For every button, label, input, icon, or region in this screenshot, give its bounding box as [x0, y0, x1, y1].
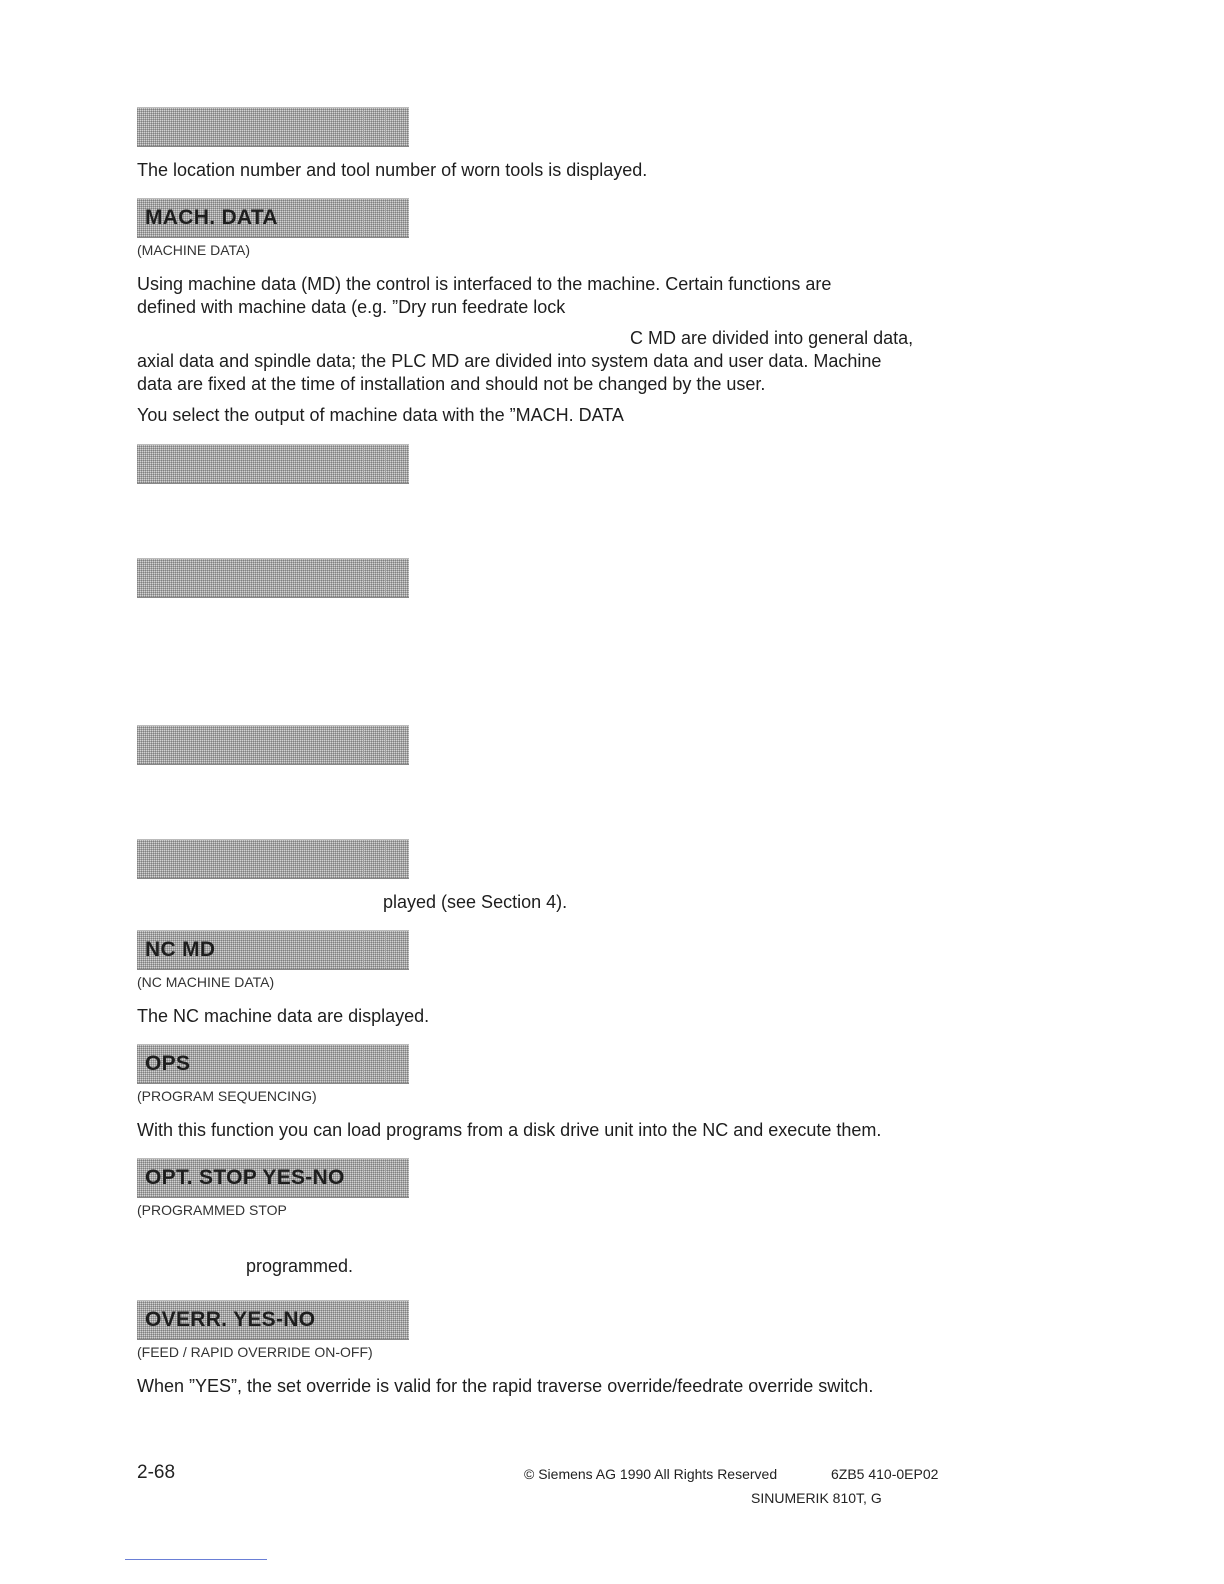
order-number: 6ZB5 410-0EP02 — [831, 1466, 939, 1482]
mach-data-subtitle: (MACHINE DATA) — [137, 242, 251, 258]
softkey-nc-md-label: NC MD — [145, 938, 216, 961]
softkey-blank-4 — [137, 725, 409, 765]
nc-md-subtitle: (NC MACHINE DATA) — [137, 974, 275, 990]
softkey-overr — [137, 1300, 409, 1340]
ops-subtitle: (PROGRAM SEQUENCING) — [137, 1088, 317, 1104]
softkey-ops-label: OPS — [145, 1052, 191, 1075]
worn-tools-text: The location number and tool number of worn tools is displayed. — [137, 160, 648, 180]
softkey-blank-5 — [137, 839, 409, 879]
softkey-opt-stop — [137, 1158, 409, 1198]
page-number: 2-68 — [137, 1462, 176, 1483]
md-text-line-2: defined with machine data (e.g. ”Dry run feedrate lock — [137, 297, 566, 317]
md-select-text: You select the output of machine data with the ”MACH. DATA — [137, 405, 624, 425]
copyright-notice: © Siemens AG 1990 All Rights Reserved — [524, 1466, 778, 1482]
nc-md-description: The NC machine data are displayed. — [137, 1006, 430, 1026]
softkey-mach-data-label: MACH. DATA — [145, 206, 278, 229]
overr-subtitle: (FEED / RAPID OVERRIDE ON-OFF) — [137, 1344, 373, 1360]
overr-description: When ”YES”, the set override is valid for the rapid traverse override/feedrate override switch. — [137, 1376, 874, 1396]
softkey-blank-2 — [137, 444, 409, 484]
product-name: SINUMERIK 810T, G — [751, 1490, 882, 1506]
softkey-blank-1 — [137, 107, 409, 147]
md-text-line-3: C MD are divided into general data, — [630, 328, 914, 348]
played-text: played (see Section 4). — [383, 892, 568, 912]
softkey-opt-stop-label: OPT. STOP YES-NO — [145, 1166, 345, 1189]
softkey-mach-data — [137, 198, 409, 238]
opt-stop-subtitle: (PROGRAMMED STOP — [137, 1202, 287, 1218]
ops-description: With this function you can load programs from a disk drive unit into the NC and execute them. — [137, 1120, 882, 1140]
softkey-blank-3 — [137, 558, 409, 598]
md-text-line-4: axial data and spindle data; the PLC MD are divided into system data and user data. Machine — [137, 351, 882, 371]
md-text-line-1: Using machine data (MD) the control is interfaced to the machine. Certain functions are — [137, 274, 832, 294]
softkey-nc-md — [137, 930, 409, 970]
md-text-line-5: data are fixed at the time of installation and should not be changed by the user. — [137, 374, 766, 394]
footer-link-line — [125, 1559, 267, 1560]
softkey-overr-label: OVERR. YES-NO — [145, 1308, 316, 1331]
softkey-ops — [137, 1044, 409, 1084]
programmed-text: programmed. — [246, 1256, 354, 1276]
